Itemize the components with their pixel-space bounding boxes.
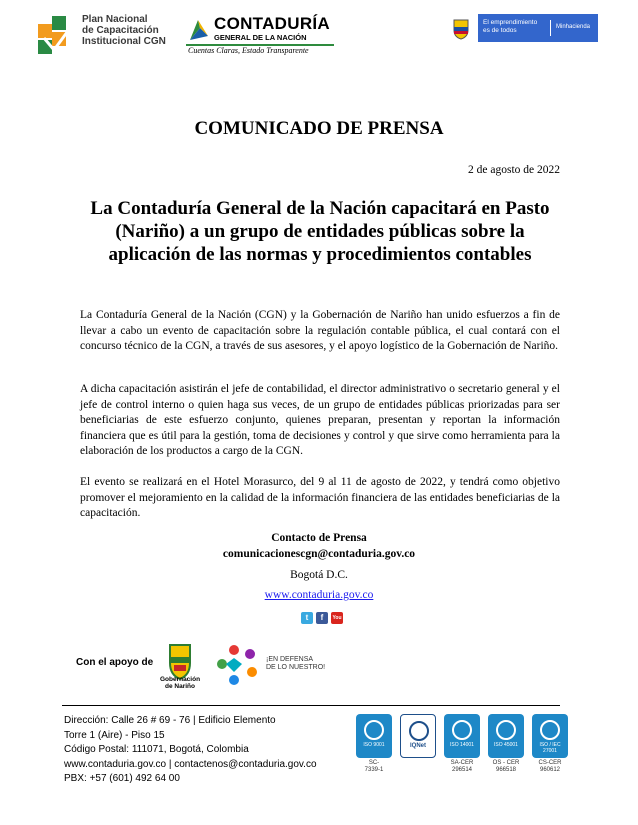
cert-icontec-9001 <box>356 714 392 774</box>
footer-divider <box>62 705 560 706</box>
cgn-title: CONTADURÍA <box>214 14 331 33</box>
cert-2-label: IQNet <box>409 743 426 749</box>
paragraph-1: La Contaduría General de la Nación (CGN) y la Gobernación de Nariño han unido esfuerzos a fin de llevar a cabo un evento de capacitación sobre la regulación contable pública, el cual contará con el concurso técnico de la CGN, a través de sus asesores, y el apoyo logístico de la Gobernación de Nariño. <box>80 309 560 352</box>
gobernacion-line-2: de Nariño <box>165 683 195 690</box>
cgn-slogan: Cuentas Claras, Estado Transparente <box>188 46 309 55</box>
contact-email[interactable]: comunicacionescgn@contaduria.gov.co <box>222 548 416 560</box>
footer-line-4[interactable]: www.contaduria.gov.co | contactenos@contaduria.gov.co <box>64 758 317 770</box>
certifications <box>356 714 568 774</box>
cert-4-sub: ISO 45001 <box>494 742 518 748</box>
cgn-logo <box>186 14 336 56</box>
government-banner <box>478 14 598 42</box>
cert-3-sub: ISO 14001 <box>450 742 474 748</box>
paragraph-2: A dicha capacitación asistirán el jefe de contabilidad, el director administrativo o secretario general y el jefe de control interno o quien haga sus veces, de un grupo de entidades públicas priorizadas para ser beneficiarias de este esfuerzo conjunto, quienes preparan, presentan y reportan la información financiera que es útil para la gestión, toma de decisiones y control y que sirve como herramienta para la elaboración de los productos a cargo de la CGN. <box>80 383 560 457</box>
facebook-icon[interactable]: f <box>316 612 328 624</box>
cert-5-code-2: 960612 <box>539 767 561 773</box>
gov-ministry: Minhacienda <box>556 24 591 30</box>
cert-4-code-1: OS - CER <box>492 760 520 766</box>
cert-3-code-1: SA-CER <box>450 760 474 766</box>
youtube-icon[interactable]: You <box>331 612 343 624</box>
plan-nacional-line-1: Plan Nacional <box>82 14 148 25</box>
gobernacion-line-1: Gobernación <box>159 676 201 683</box>
contact-title: Contacto de Prensa <box>271 532 367 544</box>
footer-address <box>64 714 317 787</box>
footer-line-5: PBX: +57 (601) 492 64 00 <box>64 773 180 784</box>
cert-icontec-27001 <box>532 714 568 774</box>
colombia-shield-icon <box>452 18 470 40</box>
cert-5-sub: ISO / IEC 27001 <box>539 742 561 754</box>
gov-text-line-1: El emprendimiento <box>483 19 538 26</box>
footer-line-1: Dirección: Calle 26 # 69 - 76 | Edificio Elemento <box>64 715 276 726</box>
website-link[interactable]: www.contaduria.gov.co <box>264 589 374 601</box>
social-icons <box>301 612 343 624</box>
city: Bogotá D.C. <box>290 569 348 581</box>
footer-line-3: Código Postal: 111071, Bogotá, Colombia <box>64 744 249 755</box>
document-date: 2 de agosto de 2022 <box>468 164 560 176</box>
cert-iqnet <box>400 714 436 774</box>
paragraph-3: El evento se realizará en el Hotel Morasurco, del 9 al 11 de agosto de 2022, y tendrá como objetivo promover el mejoramiento en la calidad de la información financiera de las entidades beneficiarias de la capacitación. <box>80 476 560 519</box>
footer-line-2: Torre 1 (Aire) - Piso 15 <box>64 729 165 741</box>
gov-text-line-2: es de todos <box>483 26 517 34</box>
plan-nacional-line-3: Institucional CGN <box>82 36 166 47</box>
cert-4-code-2: 966518 <box>495 767 517 773</box>
document-heading: COMUNICADO DE PRENSA <box>194 118 444 139</box>
headline: La Contaduría General de la Nación capacitará en Pasto (Nariño) a un grupo de entidades públicas sobre la aplicación de las normas y procedimientos contables <box>90 198 550 265</box>
cert-1-sub: ISO 9001 <box>363 742 385 748</box>
cert-1-code-1: SC- <box>368 760 380 766</box>
cert-icontec-14001 <box>444 714 480 774</box>
en-defensa-line-1: ¡EN DEFENSA <box>266 656 314 663</box>
en-defensa-text <box>266 656 325 672</box>
support-label: Con el apoyo de <box>76 657 154 668</box>
cert-3-code-2: 296514 <box>451 767 473 773</box>
cert-5-code-1: CS-CER <box>538 760 562 766</box>
plan-nacional-mark-icon <box>38 16 78 56</box>
en-defensa-line-2: DE LO NUESTRO! <box>266 664 326 671</box>
cert-1-code-2: 7339-1 <box>364 767 384 773</box>
cgn-subtitle: GENERAL DE LA NACIÓN <box>214 33 307 42</box>
plan-nacional-logo <box>38 14 178 56</box>
cgn-mark-icon <box>186 16 212 46</box>
twitter-icon[interactable]: t <box>301 612 313 624</box>
gobernacion-label <box>152 676 208 690</box>
gov-separator <box>550 20 551 36</box>
cert-icontec-45001 <box>488 714 524 774</box>
plan-nacional-line-2: de Capacitación <box>82 25 159 36</box>
